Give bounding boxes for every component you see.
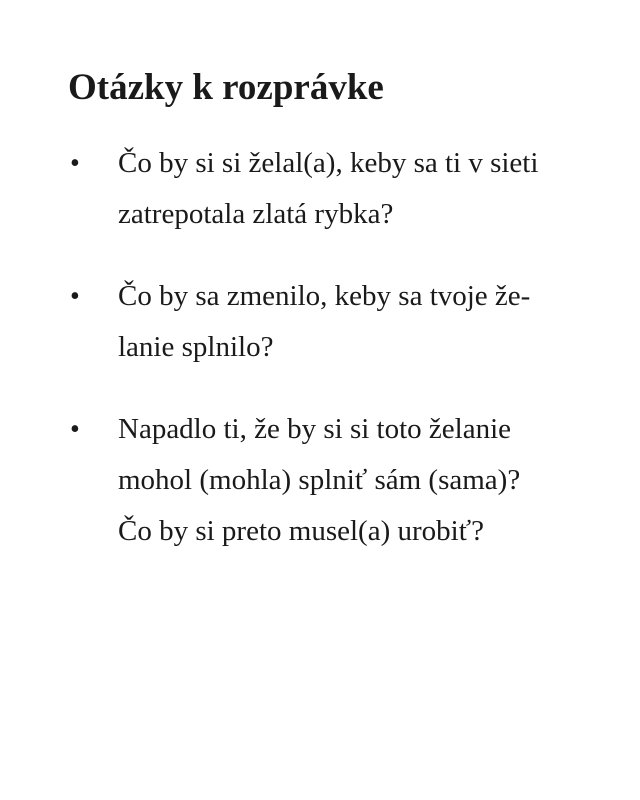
bullet-icon: • [70, 148, 80, 179]
question-3-line-3: Čo by si preto musel(a) urobiť? [118, 515, 484, 547]
question-3-line-1: Napadlo ti, že by si si toto želanie [118, 413, 512, 445]
question-item-1 [0, 138, 640, 240]
question-2-line-2: lanie splnilo? [118, 331, 274, 363]
question-1-line-2: zatrepotala zlatá rybka? [118, 198, 394, 230]
question-item-2 [0, 271, 640, 373]
question-3-line-2: mohol (mohla) splniť sám (sama)? [118, 464, 521, 496]
bullet-icon: • [70, 414, 80, 445]
question-2-line-1: Čo by sa zmenilo, keby sa tvoje že- [118, 280, 531, 312]
question-1-line-1: Čo by si si želal(a), keby sa ti v sieti [118, 147, 539, 179]
page-title: Otázky k rozprávke [68, 67, 384, 108]
question-item-3 [0, 404, 640, 557]
bullet-icon: • [70, 281, 80, 312]
question-list [0, 138, 640, 588]
